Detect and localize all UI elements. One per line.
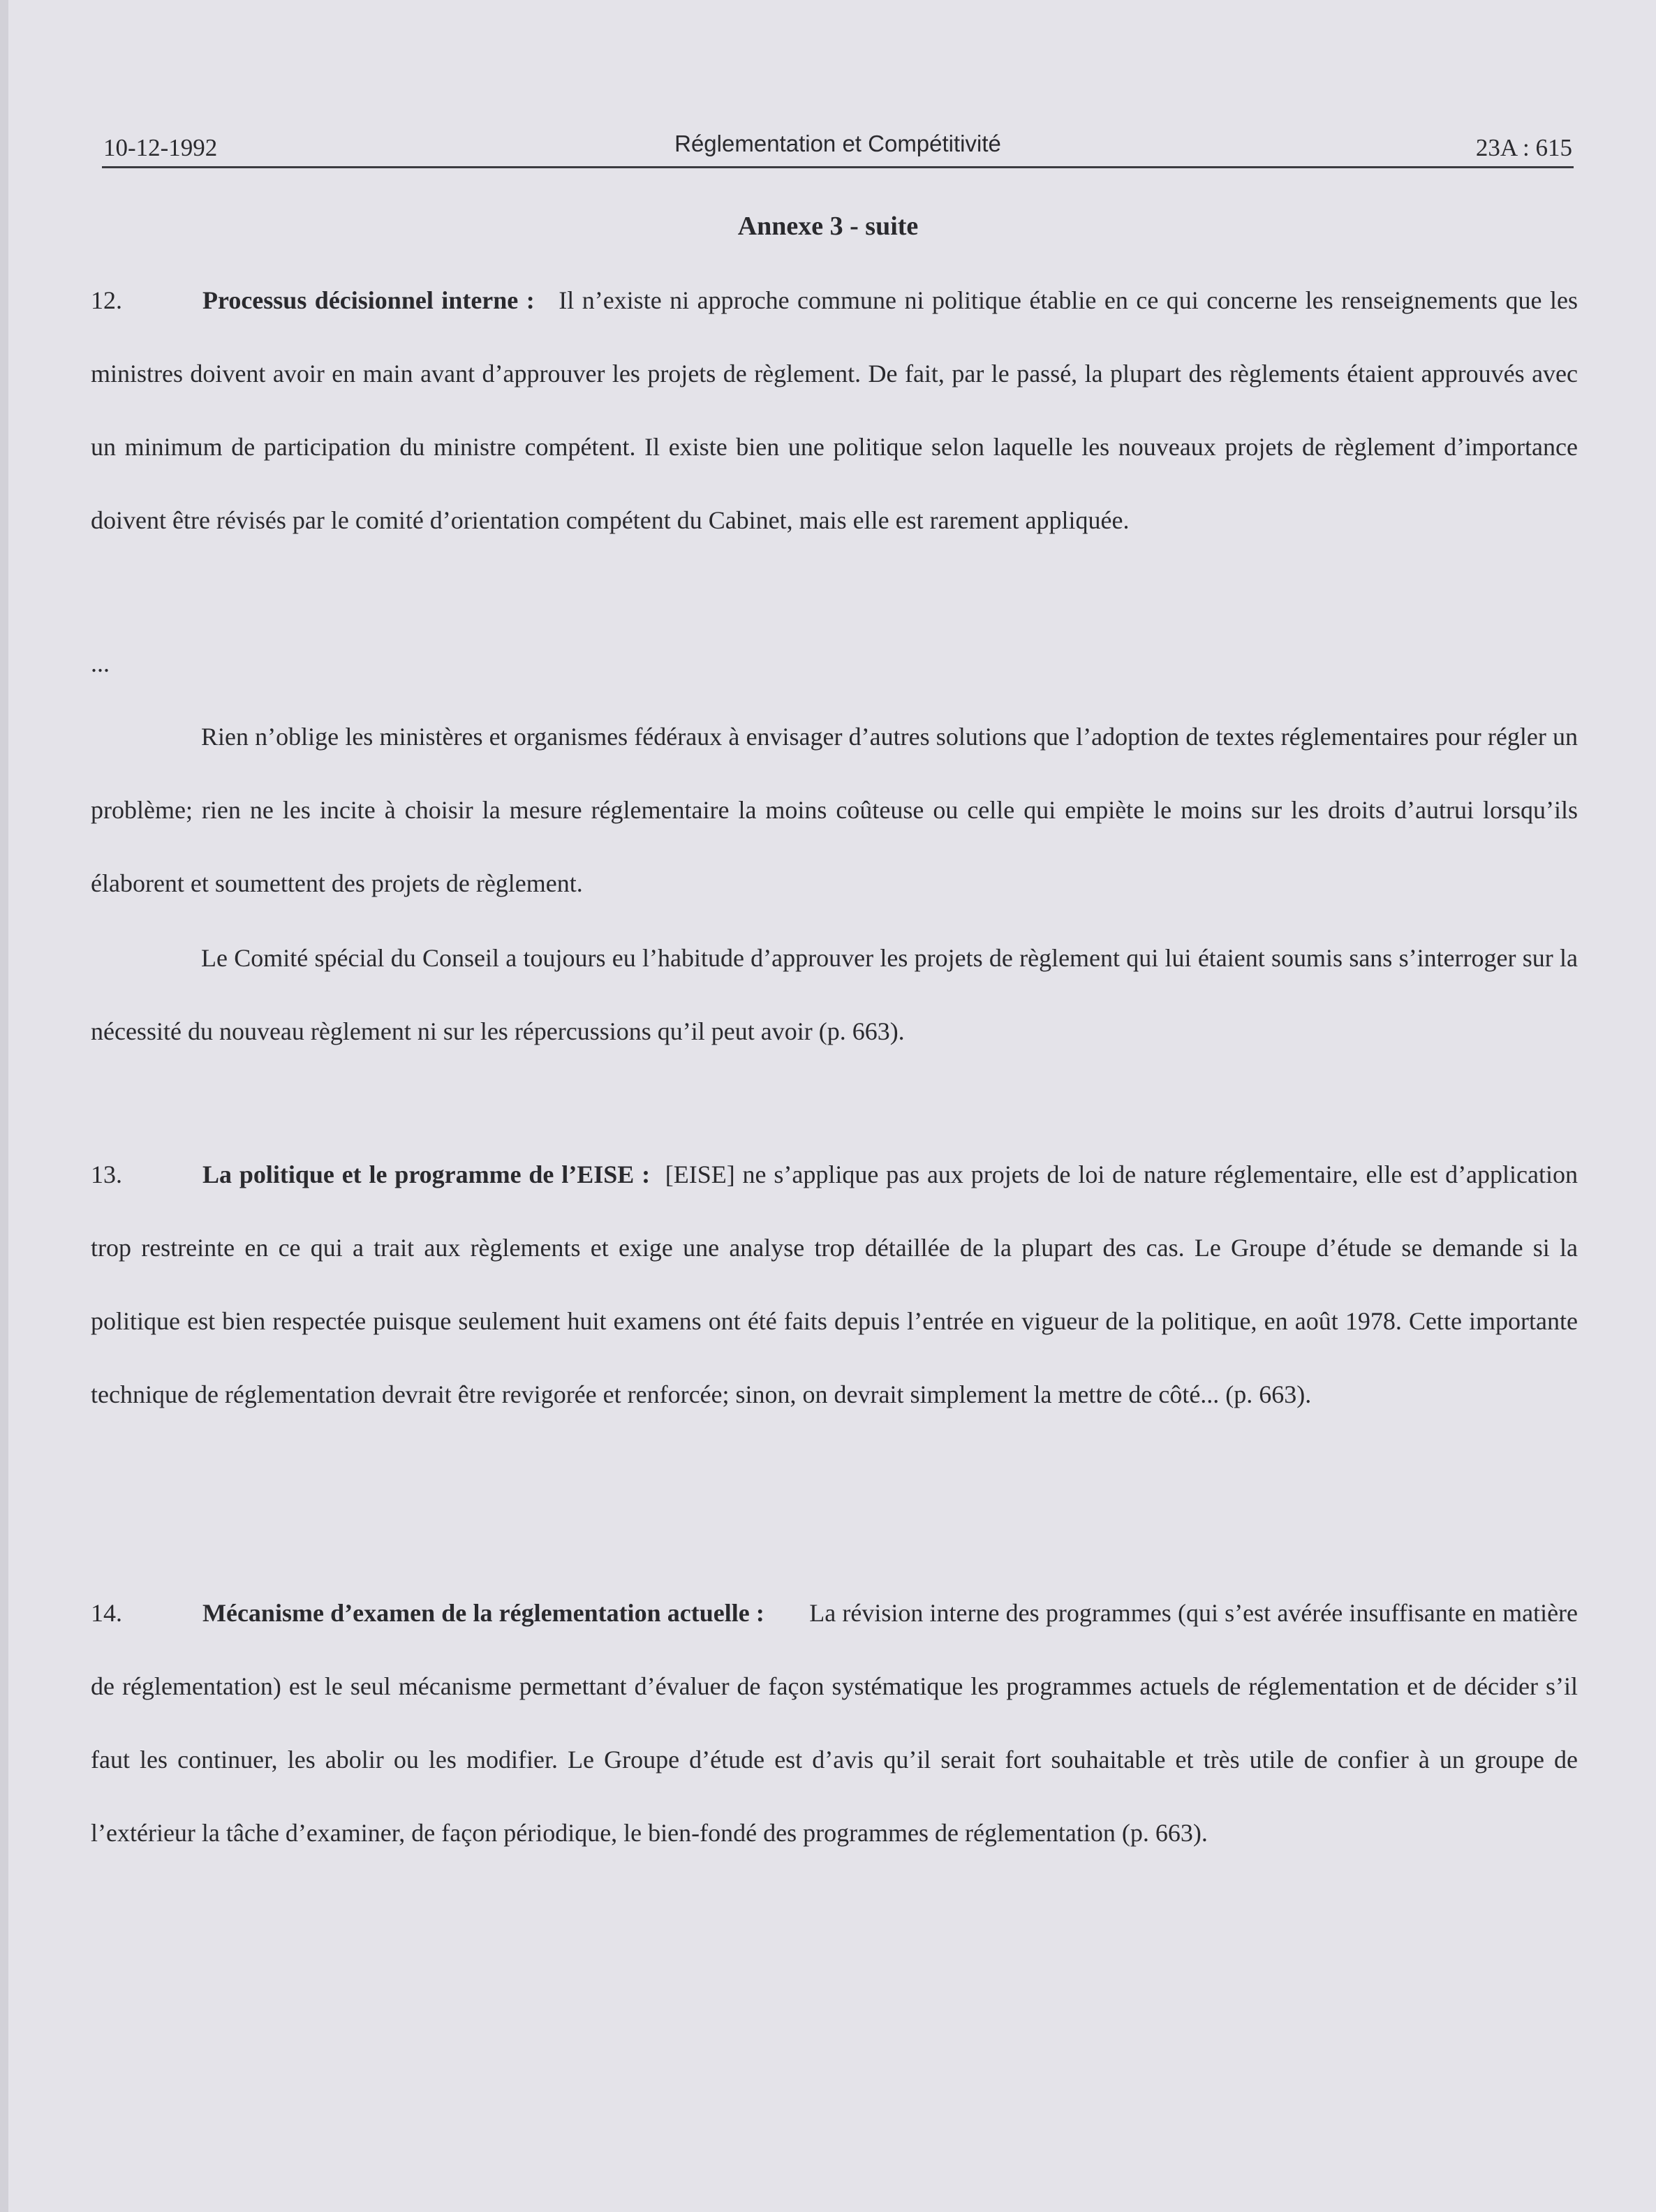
section-number: 14. [91,1599,122,1627]
paragraph-text: Rien n’oblige les ministères et organismes fédéraux à envisager d’autres solutions que l’adoption de textes réglementaires pour régler un problème; rien ne les incite à choisir la mesure réglementaire la moins coûteuse ou celle qui empiète le moins sur les droits d’autrui lorsqu’ils élaborent et soumettent des projets de règlement. [91,723,1578,897]
section-text: [EISE] ne s’applique pas aux projets de loi de nature réglementaire, elle est d’application trop restreinte en ce qui a trait aux règlements et exige une analyse trop détaillée de la plupart des cas. Le Groupe d’étude se demande si la politique est bien respectée puisque seulement huit examens ont été faits depuis l’entrée en vigueur de la politique, en août 1978. Cette importante technique de réglementation devrait être revigorée et renforcée; sinon, on devrait simplement la mettre de côté... (p. 663). [91,1160,1578,1408]
header-date: 10-12-1992 [103,134,218,161]
section-heading: La politique et le programme de l’EISE : [202,1160,651,1188]
section-heading: Mécanisme d’examen de la réglementation actuelle : [202,1599,764,1627]
ellipsis: ... [91,649,110,677]
annex-title: Annexe 3 - suite [737,212,919,241]
section-number: 13. [91,1160,122,1188]
paragraph-comite-special [91,922,1578,1068]
header-rule [102,166,1574,168]
section-text: La révision interne des programmes (qui s’est avérée insuffisante en matière de réglementation) est le seul mécanisme permettant d’évaluer de façon systématique les programmes actuels de réglementation et de décider s’il faut les continuer, les abolir ou les modifier. Le Groupe d’étude est d’avis qu’il serait fort souhaitable et très utile de confier à un groupe de l’extérieur la tâche d’examiner, de façon périodique, le bien-fondé des programmes de réglementation (p. 663). [91,1599,1579,1847]
section-14 [91,1577,1578,1870]
section-text: Il n’existe ni approche commune ni politique établie en ce qui concerne les renseignements que les ministres doivent avoir en main avant d’approuver les projets de règlement. De fait, par le passé, la plupart des règlements étaient approuvés avec un minimum de participation du ministre compétent. Il existe bien une politique selon laquelle les nouveaux projets de règlement d’importance doivent être révisés par le comité d’orientation compétent du Cabinet, mais elle est rarement appliquée. [91,286,1579,534]
paragraph-rien-noblige [91,700,1578,920]
header-page-number: 23A : 615 [1475,134,1572,161]
section-12 [91,264,1578,557]
section-13 [91,1138,1578,1431]
header-title: Réglementation et Compétitivité [674,131,1001,156]
scan-page-edge [0,0,8,2212]
paragraph-text: Le Comité spécial du Conseil a toujours eu l’habitude d’approuver les projets de règlement qui lui étaient soumis sans s’interroger sur la nécessité du nouveau règlement ni sur les répercussions qu’il peut avoir (p. 663). [91,944,1578,1045]
page-header [103,126,1572,168]
section-number: 12. [91,286,122,314]
section-heading: Processus décisionnel interne : [202,286,535,314]
